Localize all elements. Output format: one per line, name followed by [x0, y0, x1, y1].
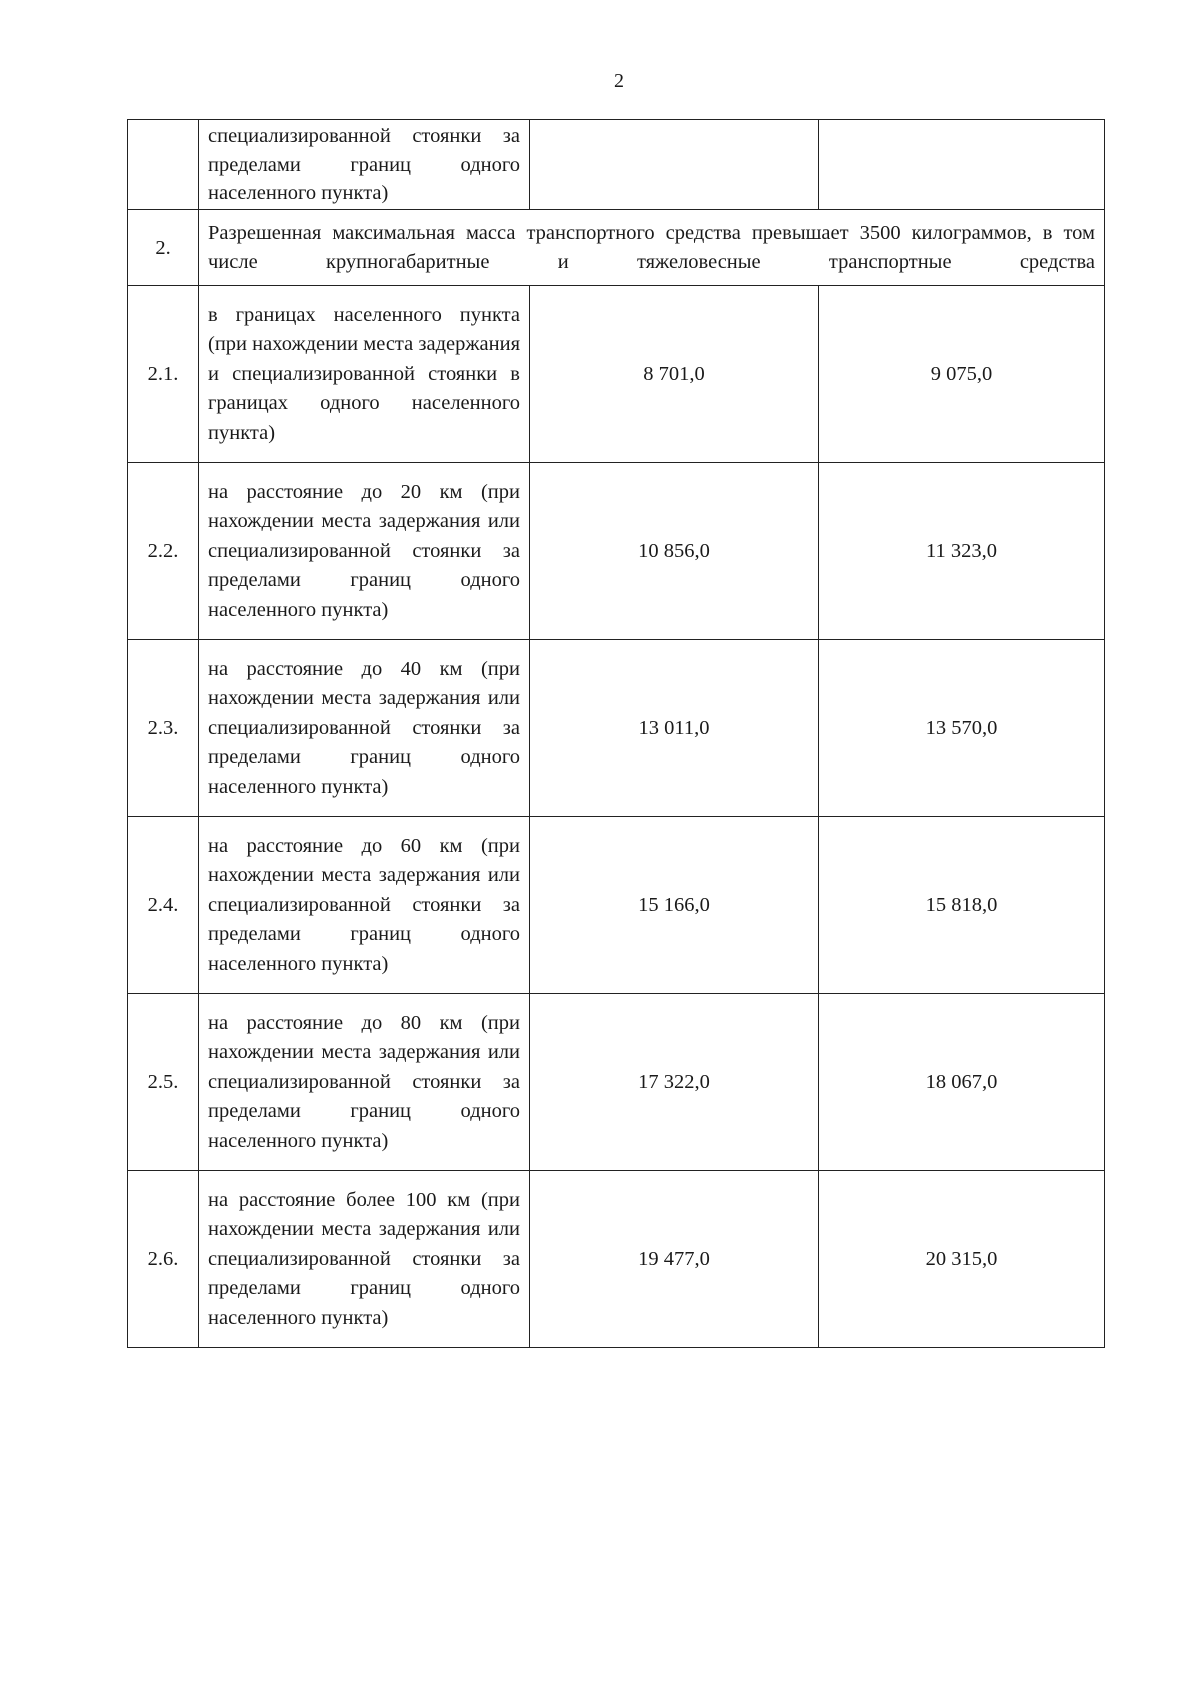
row-number-cell: 2.6.: [128, 1171, 199, 1348]
row-value1-cell: 13 011,0: [530, 640, 819, 817]
row-description-cell: на расстояние до 40 км (при нахождении места задержания или специализированной стоянки за пределами границ одного населенного пункта): [199, 640, 530, 817]
row-value1-cell: 15 166,0: [530, 817, 819, 994]
row-value1-cell: 8 701,0: [530, 286, 819, 463]
row-number-cell: 2.4.: [128, 817, 199, 994]
row-value2-cell: 15 818,0: [819, 817, 1105, 994]
row-value2-cell: 9 075,0: [819, 286, 1105, 463]
table-row: [128, 286, 1105, 463]
row-description-cell: на расстояние более 100 км (при нахождении места задержания или специализированной стоянки за пределами границ одного населенного пункта): [199, 1171, 530, 1348]
row-value1-cell: 19 477,0: [530, 1171, 819, 1348]
row-number-cell: 2.3.: [128, 640, 199, 817]
row-value2-cell: 18 067,0: [819, 994, 1105, 1171]
section-number-cell: 2.: [128, 210, 199, 286]
section-heading-cell: Разрешенная максимальная масса транспортного средства превышает 3500 килограммов, в том числе крупногабаритные и тяжеловесные транспортные средства: [199, 210, 1105, 286]
row-value1-cell: 17 322,0: [530, 994, 819, 1171]
row-value2-cell: 11 323,0: [819, 463, 1105, 640]
row-value1-cell: 10 856,0: [530, 463, 819, 640]
row-value2-cell: 20 315,0: [819, 1171, 1105, 1348]
page-number: 2: [614, 70, 624, 92]
row-description-cell: на расстояние до 20 км (при нахождении места задержания или специализированной стоянки за пределами границ одного населенного пункта): [199, 463, 530, 640]
table-row: [128, 994, 1105, 1171]
row-number-cell: [128, 120, 199, 210]
row-value1-cell: [530, 120, 819, 210]
row-description-cell: на расстояние до 60 км (при нахождении места задержания или специализированной стоянки за пределами границ одного населенного пункта): [199, 817, 530, 994]
table-row: [128, 817, 1105, 994]
row-number-cell: 2.2.: [128, 463, 199, 640]
table-row: [128, 1171, 1105, 1348]
row-number-cell: 2.5.: [128, 994, 199, 1171]
tariff-table: [127, 119, 1105, 1348]
table-row: [128, 640, 1105, 817]
row-description-cell: специализированной стоянки за пределами границ одного населенного пункта): [199, 120, 530, 210]
row-value2-cell: [819, 120, 1105, 210]
table-section-row: [128, 210, 1105, 286]
row-number-cell: 2.1.: [128, 286, 199, 463]
table-row-continuation: [128, 120, 1105, 210]
row-description-cell: на расстояние до 80 км (при нахождении места задержания или специализированной стоянки за пределами границ одного населенного пункта): [199, 994, 530, 1171]
row-value2-cell: 13 570,0: [819, 640, 1105, 817]
table-row: [128, 463, 1105, 640]
row-description-cell: в границах населенного пункта (при нахождении места задержания и специализированной стоянки в границах одного населенного пункта): [199, 286, 530, 463]
